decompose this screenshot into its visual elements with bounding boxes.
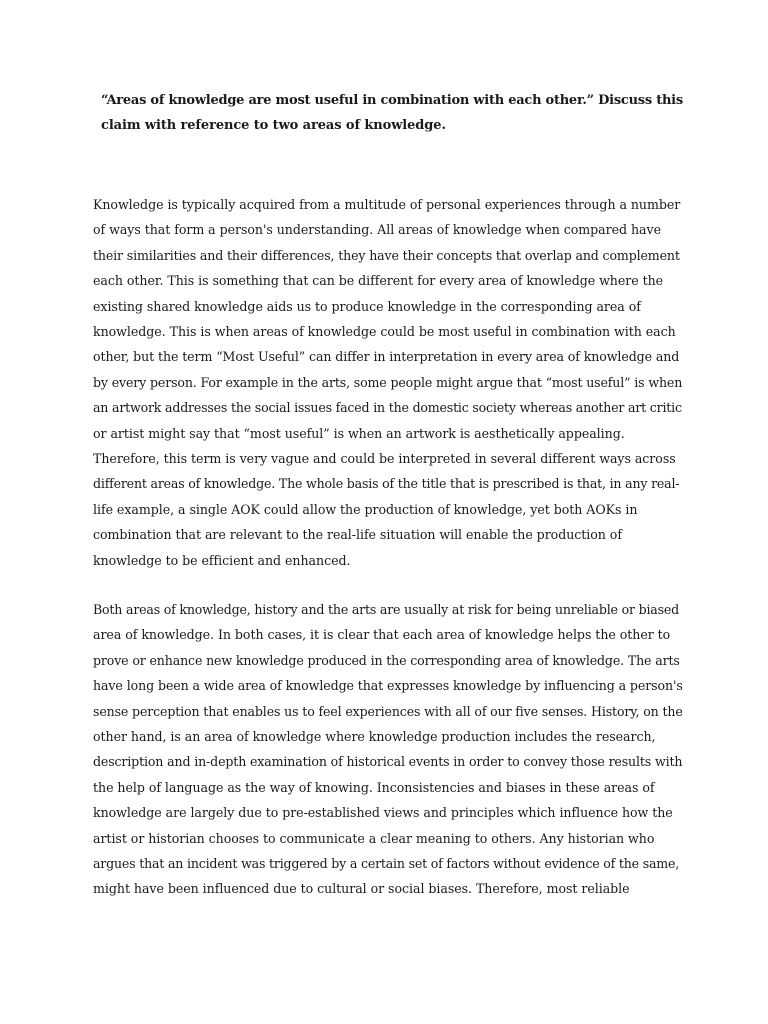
paragraph-line: the help of language as the way of knowing. Inconsistencies and biases in these areas of [93,779,655,795]
paragraph-line: an artwork addresses the social issues faced in the domestic society whereas another art critic [93,400,682,416]
paragraph-line: of ways that form a person's understanding. All areas of knowledge when compared have [93,222,661,238]
paragraph-line: existing shared knowledge aids us to produce knowledge in the corresponding area of [93,298,641,314]
paragraph-line: knowledge are largely due to pre-established views and principles which influence how the [93,805,673,821]
paragraph-line: other hand, is an area of knowledge where knowledge production includes the research, [93,729,656,745]
paragraph-line: artist or historian chooses to communicate a clear meaning to others. Any historian who [93,830,655,846]
paragraph-history-arts [93,597,683,902]
paragraph-line: might have been influenced due to cultural or social biases. Therefore, most reliable [93,881,630,897]
paragraph-line: or artist might say that “most useful” is when an artwork is aesthetically appealing. [93,425,625,441]
paragraph-line: their similarities and their differences, they have their concepts that overlap and complement [93,247,680,263]
paragraph-line: Therefore, this term is very vague and could be interpreted in several different ways across [93,451,676,467]
paragraph-line: different areas of knowledge. The whole basis of the title that is prescribed is that, in any real- [93,476,680,492]
paragraph-line: Both areas of knowledge, history and the arts are usually at risk for being unreliable or biased [93,602,679,617]
paragraph-line: by every person. For example in the arts, some people might argue that “most useful” is when [93,374,683,390]
paragraph-line: sense perception that enables us to feel experiences with all of our five senses. History, on the [93,703,683,719]
essay-title [93,88,683,138]
paragraph-line: combination that are relevant to the real-life situation will enable the production of [93,527,622,543]
paragraph-line: Knowledge is typically acquired from a multitude of personal experiences through a number [93,197,681,212]
paragraph-line: knowledge to be efficient and enhanced. [93,552,351,568]
essay-title-line: claim with reference to two areas of knowledge. [101,118,446,133]
paragraph-line: other, but the term “Most Useful” can differ in interpretation in every area of knowledge and [93,349,680,365]
paragraph-line: knowledge. This is when areas of knowledge could be most useful in combination with each [93,324,676,340]
paragraph-line: area of knowledge. In both cases, it is clear that each area of knowledge helps the other to [93,627,671,643]
paragraph-line: argues that an incident was triggered by a certain set of factors without evidence of the same, [93,856,680,872]
paragraph-line: each other. This is something that can be different for every area of knowledge where the [93,273,664,289]
paragraph-line: prove or enhance new knowledge produced in the corresponding area of knowledge. The arts [93,652,680,668]
essay-title-line: “Areas of knowledge are most useful in combination with each other.” Discuss this [101,93,683,108]
paragraph-line: description and in-depth examination of historical events in order to convey those results with [93,754,683,770]
paragraph-line: have long been a wide area of knowledge that expresses knowledge by influencing a person's [93,678,683,694]
paragraph-line: life example, a single AOK could allow the production of knowledge, yet both AOKs in [93,501,638,517]
paragraph-introduction [93,192,683,573]
